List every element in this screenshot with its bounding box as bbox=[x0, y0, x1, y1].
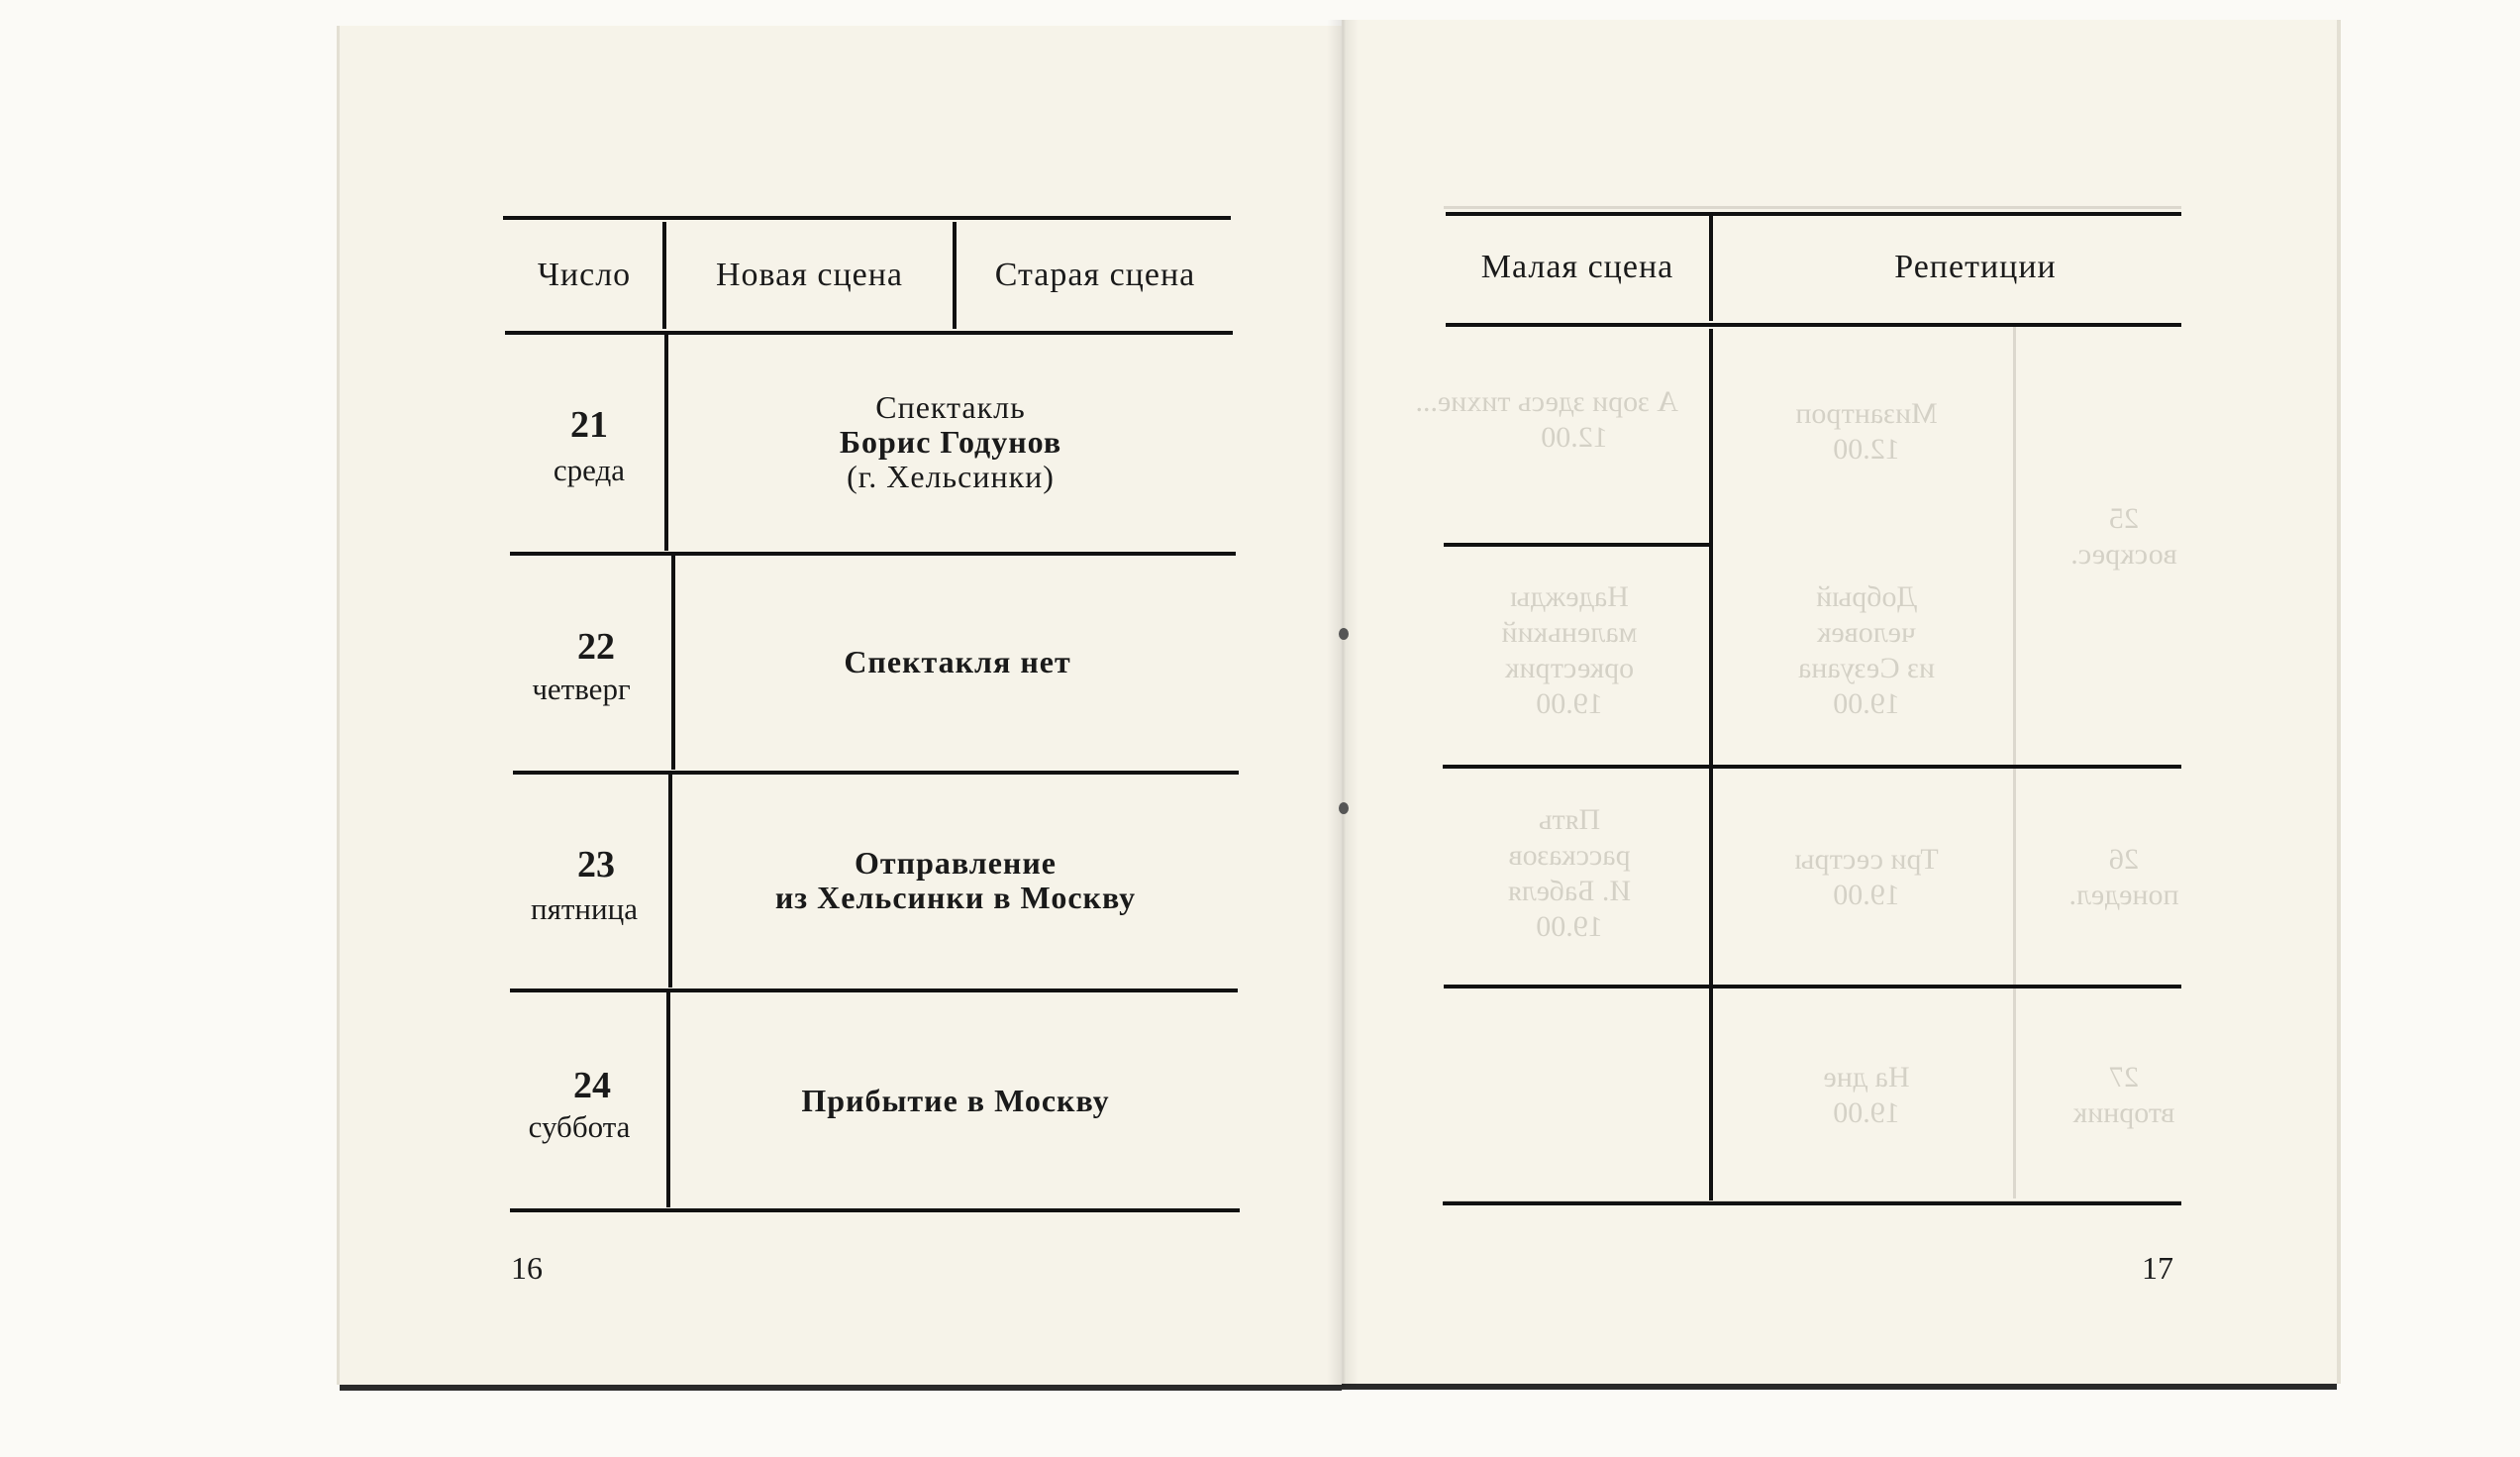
show-through-text: На дне 19.00 bbox=[1823, 1061, 1910, 1129]
header-bottom-rule bbox=[505, 331, 1233, 335]
row-divider bbox=[1444, 985, 2181, 989]
event-line: из Хельсинки в Москву bbox=[774, 880, 1137, 915]
col-divider bbox=[1709, 329, 1713, 1200]
page-number: 16 bbox=[511, 1250, 543, 1286]
weekday: пятница bbox=[531, 891, 638, 926]
row-divider bbox=[510, 552, 1236, 556]
show-through-rule bbox=[1444, 206, 2181, 209]
table-bottom-rule bbox=[510, 1208, 1240, 1212]
header-bottom-rule bbox=[1446, 323, 2181, 327]
header-old-stage: Старая сцена bbox=[994, 257, 1196, 293]
day-number: 22 bbox=[577, 626, 615, 668]
day-number: 24 bbox=[573, 1065, 611, 1106]
event-line: Отправление bbox=[855, 845, 1057, 881]
weekday: суббота bbox=[528, 1109, 631, 1144]
table-bottom-rule bbox=[1443, 1201, 2181, 1205]
weekday: четверг bbox=[532, 672, 631, 706]
weekday: среда bbox=[553, 453, 626, 487]
header-small-stage: Малая сцена bbox=[1480, 249, 1674, 285]
staple-top bbox=[1339, 628, 1349, 640]
show-through-text: 26 понедел. bbox=[2068, 843, 2179, 911]
show-through-text: А зори здесь тихие... 12.00 bbox=[1415, 385, 1678, 454]
page-number: 17 bbox=[2142, 1250, 2173, 1286]
event-title: Борис Годунов bbox=[839, 424, 1062, 460]
day-number: 23 bbox=[577, 844, 615, 885]
show-through-text: Пять рассказов И. Бабеля 19.00 bbox=[1507, 803, 1632, 943]
show-through-text: Добрый человек из Сезуана 19.00 bbox=[1798, 580, 1935, 720]
staple-bottom bbox=[1339, 802, 1349, 814]
day-number: 21 bbox=[570, 404, 608, 446]
show-through-text: 27 вторник bbox=[2072, 1061, 2175, 1129]
book-spine bbox=[1327, 20, 1359, 1387]
event-line: Спектакль bbox=[875, 389, 1026, 425]
event-title: Спектакля нет bbox=[844, 644, 1071, 679]
header-new-stage: Новая сцена bbox=[715, 257, 904, 293]
show-through-text: Мизантроп 12.00 bbox=[1795, 397, 1938, 466]
show-through-text: Надежды маленький оркестрик 19.00 bbox=[1501, 580, 1638, 720]
left-page bbox=[340, 26, 1342, 1385]
show-through-col-divider bbox=[2013, 327, 2016, 1198]
row-divider bbox=[513, 771, 1239, 775]
event-title: Прибытие в Москву bbox=[801, 1083, 1110, 1118]
table-top-rule bbox=[503, 216, 1231, 220]
row-divider bbox=[510, 989, 1238, 992]
row-divider bbox=[1444, 543, 1713, 547]
header-rehearsals: Репетиции bbox=[1894, 249, 2057, 285]
table-top-rule bbox=[1446, 212, 2181, 216]
show-through-text: Три сестры 19.00 bbox=[1794, 843, 1939, 911]
event-location: (г. Хельсинки) bbox=[847, 459, 1055, 494]
row-divider bbox=[1443, 765, 2181, 769]
header-date: Число bbox=[537, 257, 632, 293]
show-through-text: 25 воскрес. bbox=[2070, 502, 2177, 571]
